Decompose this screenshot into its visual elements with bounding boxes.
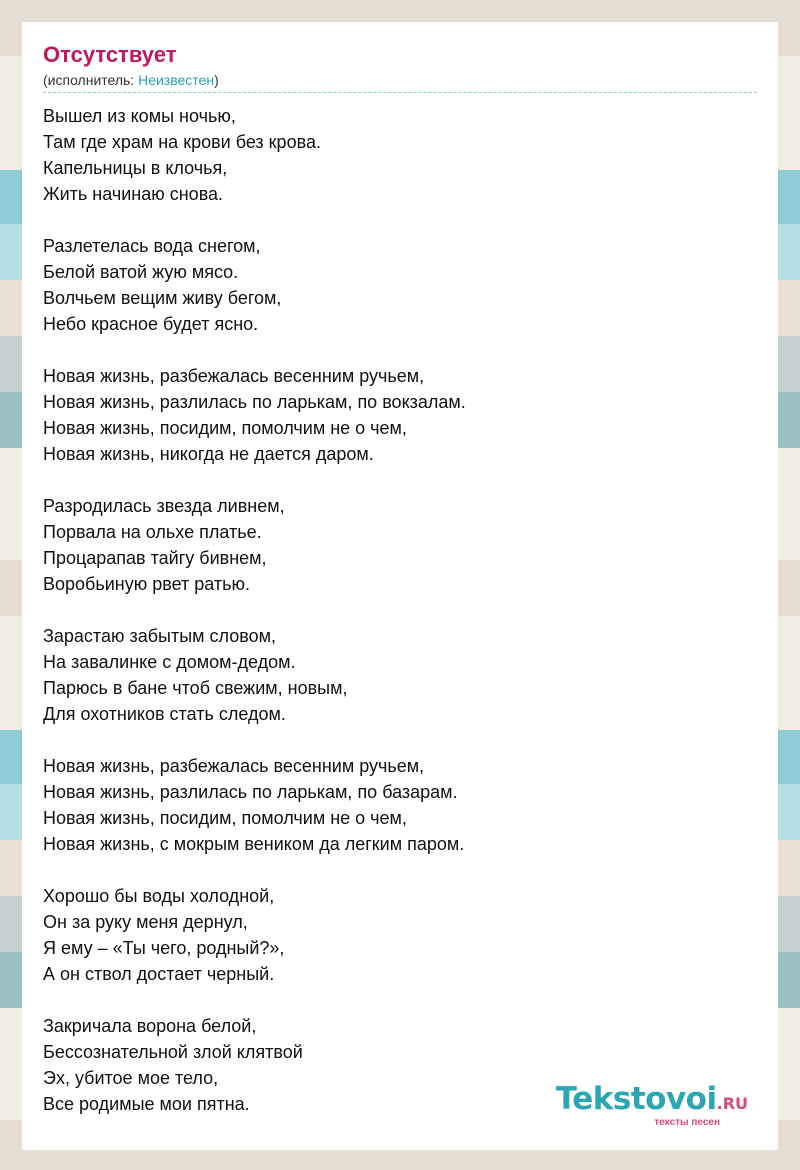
lyric-line: Разродилась звезда ливнем, (43, 496, 285, 516)
lyrics-body (43, 103, 757, 1117)
artist-suffix: ) (214, 72, 219, 88)
stanza (43, 363, 757, 467)
artist-prefix: (исполнитель: (43, 72, 139, 88)
lyric-line: Новая жизнь, разбежалась весенним ручьем, (43, 756, 425, 776)
lyric-line: Зарастаю забытым словом, (43, 626, 276, 646)
lyric-line: Парюсь в бане чтоб свежим, новым, (43, 678, 348, 698)
lyrics-card (22, 22, 778, 1150)
lyric-line: Белой ватой жую мясо. (43, 262, 239, 282)
lyric-line: На завалинке с домом-дедом. (43, 652, 296, 672)
lyric-line: Воробьиную рвет ратью. (43, 574, 250, 594)
logo-name: Tekstovoi (555, 1081, 717, 1117)
song-title: Отсутствует (43, 42, 177, 67)
lyric-line: Хорошо бы воды холодной, (43, 886, 275, 906)
lyric-line: Новая жизнь, никогда не дается даром. (43, 444, 374, 464)
lyric-line: Жить начинаю снова. (43, 184, 224, 204)
lyric-line: Он за руку меня дернул, (43, 912, 248, 932)
lyric-line: Разлетелась вода снегом, (43, 236, 261, 256)
logo-tld: .RU (716, 1094, 748, 1113)
lyric-line: Для охотников стать следом. (43, 704, 286, 724)
lyric-line: Волчьем вещим живу бегом, (43, 288, 282, 308)
lyric-line: Новая жизнь, посидим, помолчим не о чем, (43, 808, 407, 828)
stanza (43, 883, 757, 987)
lyric-line: Порвала на ольхе платье. (43, 522, 262, 542)
stanza (43, 103, 757, 207)
artist-link[interactable]: Неизвестен (138, 72, 215, 88)
lyric-line: Новая жизнь, разлилась по ларькам, по вокзалам. (43, 392, 466, 412)
lyric-line: Небо красное будет ясно. (43, 314, 259, 334)
lyric-line: Новая жизнь, разбежалась весенним ручьем, (43, 366, 425, 386)
lyric-line: Новая жизнь, посидим, помолчим не о чем, (43, 418, 407, 438)
site-logo[interactable] (556, 1082, 748, 1128)
lyric-line: А он ствол достает черный. (43, 964, 275, 984)
lyric-line: Вышел из комы ночью, (43, 106, 236, 126)
logo-tagline: тексты песен (654, 1117, 720, 1128)
stanza (43, 493, 757, 597)
lyric-line: Бессознательной злой клятвой (43, 1042, 303, 1062)
lyric-line: Капельницы в клочья, (43, 158, 228, 178)
lyric-line: Там где храм на крови без крова. (43, 132, 321, 152)
lyric-line: Новая жизнь, разлилась по ларькам, по базарам. (43, 782, 458, 802)
lyric-line: Процарапав тайгу бивнем, (43, 548, 267, 568)
lyric-line: Закричала ворона белой, (43, 1016, 257, 1036)
lyric-line: Новая жизнь, с мокрым веником да легким паром. (43, 834, 465, 854)
stanza (43, 753, 757, 857)
stanza (43, 233, 757, 337)
lyric-line: Все родимые мои пятна. (43, 1094, 250, 1114)
artist-line (43, 70, 757, 93)
lyric-line: Я ему – «Ты чего, родный?», (43, 938, 285, 958)
lyric-line: Эх, убитое мое тело, (43, 1068, 219, 1088)
stanza (43, 623, 757, 727)
